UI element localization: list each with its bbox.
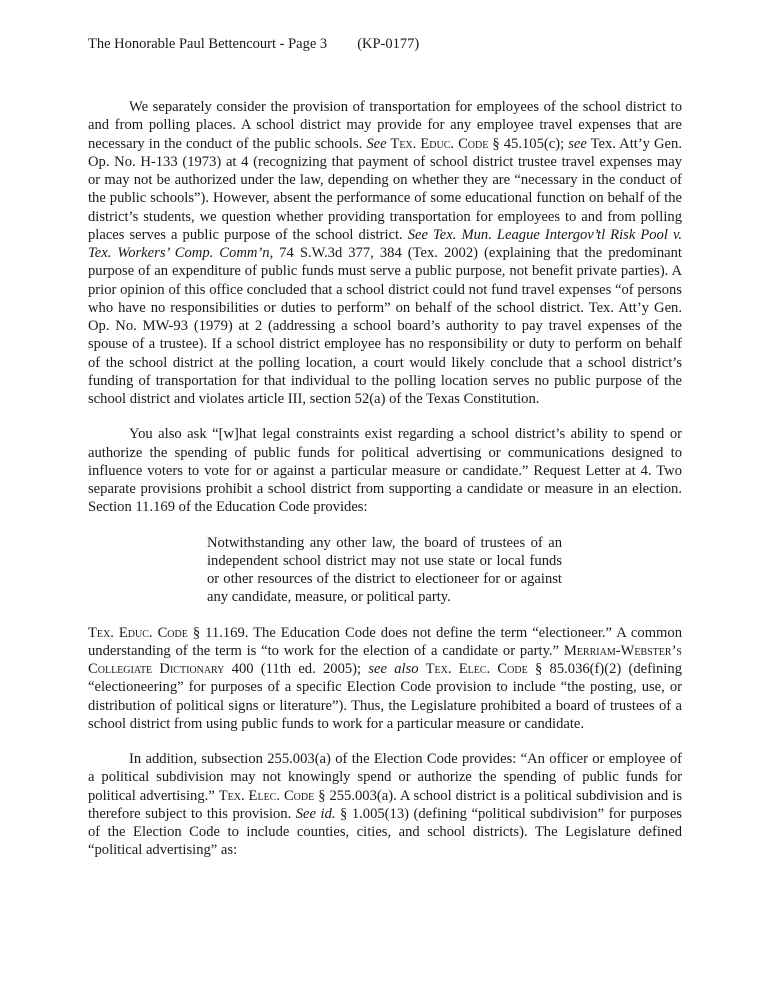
paragraph-transportation: We separately consider the provision of transportation for employees of the school district to and from polling places. A school district may provide for any employee travel expenses that are necessary in the conduct of the public schools. See Tex. Educ. Code § 45.105(c); see Tex. Att’y Gen. Op. No. H-133 (1973) at 4 (recognizing that payment of school district trustee travel expenses may or may not be authorized under the law, depending on whether they are “necessary in the conduct of the public schools”). However, absent the performance of some educational function on behalf of the district’s students, we question whether providing transportation for employees to and from polling places serves a public purpose of the school district. See Tex. Mun. League Intergov’tl Risk Pool v. Tex. Workers’ Comp. Comm’n, 74 S.W.3d 377, 384 (Tex. 2002) (explaining that the predominant purpose of an expenditure of public funds must serve a public purpose, not benefit private parties). A prior opinion of this office concluded that a school district could not fund travel expenses “of persons who have no responsibilities or duties to perform” on behalf of the school district. Tex. Att’y Gen. Op. No. MW-93 (1979) at 2 (addressing a school board’s authority to pay travel expenses of the spouse of a trustee). If a school district employee has no responsibility or duty to perform on behalf of the school district at the polling location, a court would likely conclude that a school district’s funding of transportation for that individual to the polling location serves no public purpose of the school district and violates article III, section 52(a) of the Texas Constitution. — [88, 99, 682, 407]
opinion-number: (KP-0177) — [357, 36, 420, 52]
paragraph-electioneer: Tex. Educ. Code § 11.169. The Education Code does not define the term “electioneer.” A common understanding of the term is “to work for the election of a candidate or party.” Merriam-Webster’s Collegiate Dictionary 400 (11th ed. 2005); see also Tex. Elec. Code § 85.036(f)(2) (defining “electioneering” for purposes of a specific Election Code provision to include “the posting, use, or distribution of political signs or literature”). Thus, the Legislature prohibited a board of trustees of a school district from using public funds to work for a particular measure or candidate. — [88, 624, 683, 732]
paragraph-election-code: In addition, subsection 255.003(a) of the Election Code provides: “An officer or employee of a political subdivision may not knowingly spend or authorize the spending of public funds for political advertising.” Tex. Elec. Code § 255.003(a). A school district is a political subdivision and is therefore subject to this provision. See id. § 1.005(13) (defining “political subdivision” for purposes of the Election Code to include counties, cities, and school districts). The Legislature defined “political advertising” as: — [88, 751, 682, 859]
paragraph-question: You also ask “[w]hat legal constraints exist regarding a school district’s ability to spend or authorize the spending of public funds for political advertising or communications designed to influence voters to vote for or against a particular measure or candidate.” Request Letter at 4. Two separate provisions prohibit a school district from supporting a candidate or measure in an election. Section 11.169 of the Education Code provides: — [88, 426, 682, 516]
document-body — [88, 98, 682, 877]
header-title: The Honorable Paul Bettencourt - Page 3 — [88, 36, 328, 52]
page-header — [88, 36, 419, 53]
block-quote-education-code: Notwithstanding any other law, the board of trustees of an independent school district may not use state or local funds or other resources of the district to electioneer for or against any candidate, measure, or political party. — [207, 534, 562, 606]
